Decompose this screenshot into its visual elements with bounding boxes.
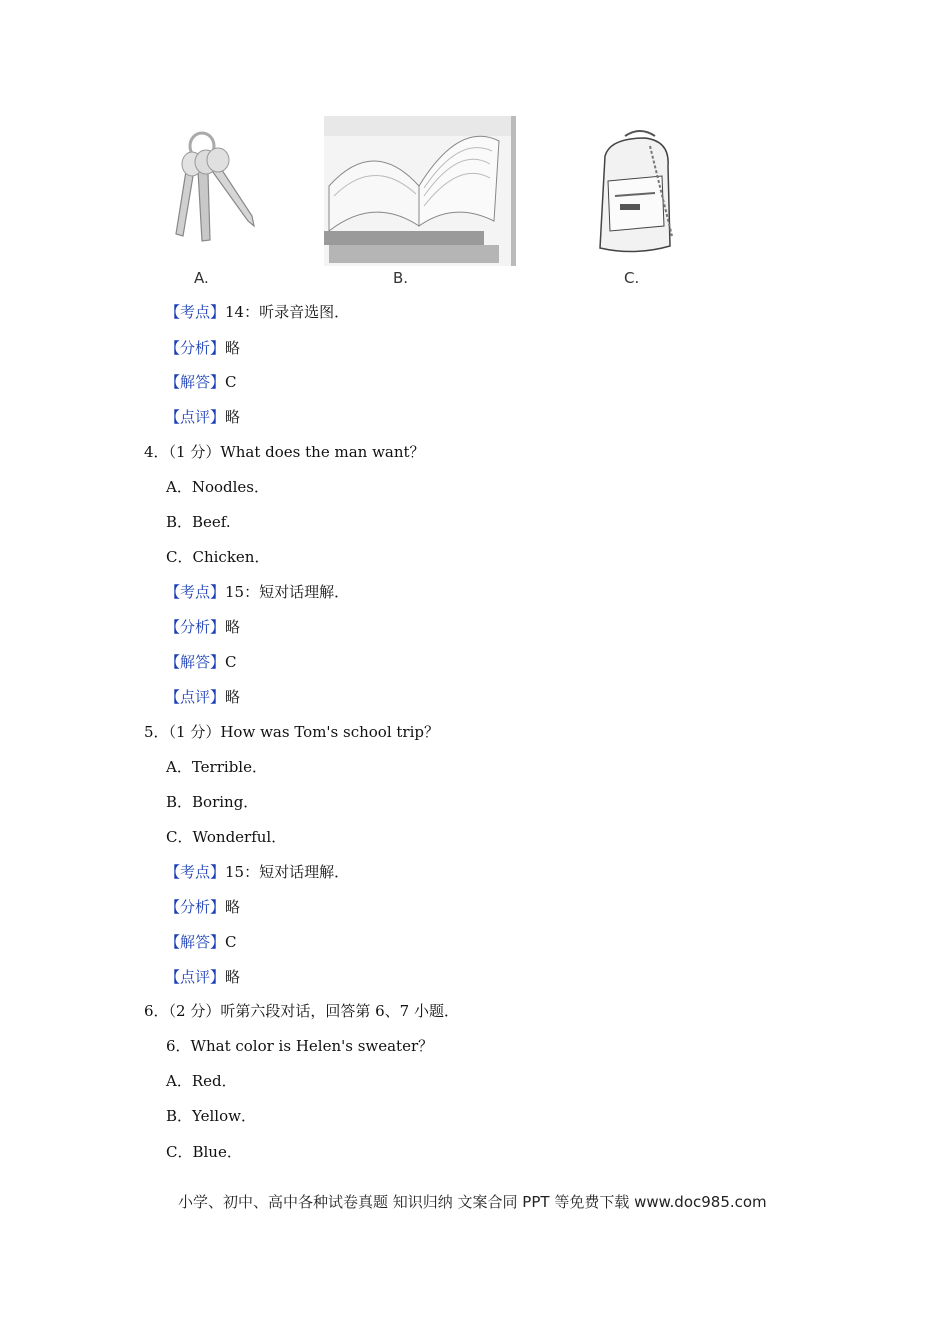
q5-option-b: B．Boring． (166, 793, 259, 811)
q3-dianping: 【点评】略 (165, 408, 241, 426)
q5-jieda: 【解答】C (165, 933, 237, 951)
q5-dianping: 【点评】略 (165, 968, 241, 986)
answer-pictures (166, 116, 675, 286)
q3-fenxi: 【分析】略 (165, 339, 241, 357)
q4-option-b: B．Beef. (166, 513, 231, 531)
backpack-icon (590, 116, 675, 261)
q3-jieda: 【解答】C (165, 373, 237, 391)
q3-kaodian: 【考点】14：听录音选图． (165, 303, 350, 321)
q5-stem: 5．（1 分）How was Tom's school trip？ (144, 723, 439, 741)
open-book-icon (324, 116, 516, 266)
q4-option-a: A．Noodles． (166, 478, 269, 496)
q6-sub-stem: 6．What color is Helen's sweater？ (166, 1037, 434, 1055)
q6-stem: 6．（2 分）听第六段对话，回答第 6、7 小题． (144, 1002, 459, 1020)
q4-dianping: 【点评】略 (165, 688, 241, 706)
q6-option-a: A．Red． (166, 1072, 237, 1090)
q4-fenxi: 【分析】略 (165, 618, 241, 636)
picture-label-b: B. (393, 269, 409, 287)
q4-option-c: C．Chicken． (166, 548, 270, 566)
picture-label-c: C. (624, 269, 640, 287)
q6-option-c: C．Blue． (166, 1143, 242, 1161)
q4-kaodian: 【考点】15：短对话理解． (165, 583, 350, 601)
q5-kaodian: 【考点】15：短对话理解． (165, 863, 350, 881)
q5-option-a: A．Terrible． (166, 758, 267, 776)
keys-icon (166, 116, 261, 246)
q6-option-b: B．Yellow． (166, 1107, 256, 1125)
q5-fenxi: 【分析】略 (165, 898, 241, 916)
q4-jieda: 【解答】C (165, 653, 237, 671)
q4-stem: 4．（1 分）What does the man want？ (144, 443, 425, 461)
page-footer: 小学、初中、高中各种试卷真题 知识归纳 文案合同 PPT 等免费下载 www.doc985.com (178, 1193, 767, 1211)
picture-label-a: A. (194, 269, 209, 287)
q5-option-c: C．Wonderful． (166, 828, 287, 846)
